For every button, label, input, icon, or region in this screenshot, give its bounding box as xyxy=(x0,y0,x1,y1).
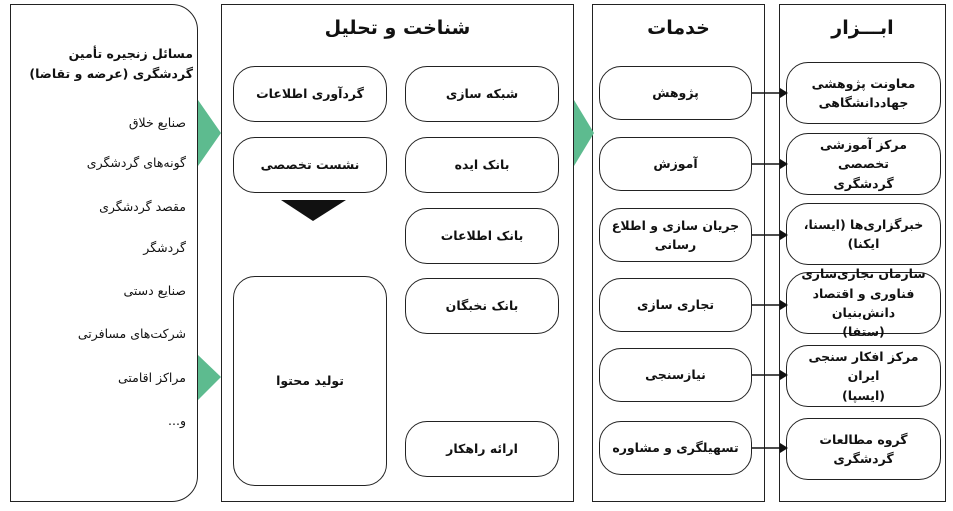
problems-header: مسائل زنجیره تأمین گردشگری (عرضه و تقاضا) xyxy=(29,46,193,81)
problem-item: گردشگر xyxy=(143,240,186,255)
service-item xyxy=(599,208,752,262)
analysis-item xyxy=(405,278,559,334)
arrow-analysis-to-services xyxy=(574,100,594,166)
tool-item-line: فناوری و اقتصاد دانش‌بنیان xyxy=(812,285,915,320)
tool-item-line: (ایسپا) xyxy=(842,387,885,403)
analysis-item-label: بانک ایده xyxy=(454,157,510,173)
analysis-item-label: ارائه راهکار xyxy=(446,441,518,457)
analysis-item xyxy=(405,137,559,193)
analysis-item xyxy=(405,421,559,477)
analysis-item xyxy=(405,208,559,264)
tools-title: ابـــزار xyxy=(831,17,894,39)
analysis-item-label: نشست تخصصی xyxy=(260,157,360,173)
tool-item xyxy=(786,418,941,480)
analysis-item-label: شبکه سازی xyxy=(445,86,519,102)
content-production-box: تولید محتوا xyxy=(233,276,387,486)
analysis-title: شناخت و تحلیل xyxy=(324,17,471,39)
analysis-item-label: بانک اطلاعات xyxy=(440,228,524,244)
service-item xyxy=(599,421,752,475)
tool-item xyxy=(786,133,941,195)
tool-item-line: سازمان تجاری‌سازی xyxy=(801,266,926,282)
tool-item-line: گروه مطالعات xyxy=(819,431,908,447)
tool-item-line: مرکز افکار سنجی ایران xyxy=(808,348,919,384)
service-item xyxy=(599,66,752,120)
problem-item: صنایع دستی xyxy=(123,283,186,298)
service-item xyxy=(599,278,752,332)
tool-item-line: گردشگری xyxy=(833,451,894,466)
arrow-left-to-analysis-bottom xyxy=(198,355,221,400)
tool-item xyxy=(786,203,941,265)
service-item xyxy=(599,137,752,191)
analysis-item-label: بانک نخبگان xyxy=(445,298,519,314)
service-item-label: نیازسنجی xyxy=(645,367,706,383)
tool-item xyxy=(786,345,941,407)
service-item-label: جریان سازی و اطلاع رسانی xyxy=(611,217,740,252)
problem-item: صنایع خلاق xyxy=(128,115,186,130)
tool-item-line: خبرگزاری‌ها (ایسنا، ایکنا) xyxy=(803,216,924,251)
service-item-label: تجاری سازی xyxy=(636,297,715,313)
problem-item: مراکز اقامتی xyxy=(117,370,186,385)
service-item-label: پژوهش xyxy=(652,85,699,101)
tool-item-line: گردشگری xyxy=(833,175,894,191)
analysis-item xyxy=(405,66,559,122)
tool-item xyxy=(786,62,941,124)
arrow-left-to-analysis-top xyxy=(198,100,221,166)
problem-item: شرکت‌های مسافرتی xyxy=(77,326,186,341)
problem-item: و... xyxy=(168,413,186,428)
analysis-item-label: گردآوری اطلاعات xyxy=(256,86,364,102)
tool-item-line: جهاددانشگاهی xyxy=(818,95,909,110)
service-item xyxy=(599,348,752,402)
service-item-label: تسهیلگری و مشاوره xyxy=(612,440,739,456)
service-item-label: آموزش xyxy=(653,156,698,172)
analysis-item xyxy=(233,66,387,122)
tool-item-line: مرکز آموزشی تخصصی xyxy=(820,136,907,172)
problem-item: مقصد گردشگری xyxy=(99,199,186,214)
services-title: خدمات xyxy=(647,17,710,39)
tool-item-line: معاونت پژوهشی xyxy=(811,75,916,91)
tool-item xyxy=(786,266,941,340)
analysis-item xyxy=(233,137,387,193)
tool-item-line: (ستفا) xyxy=(842,324,885,340)
problem-item: گونه‌های گردشگری xyxy=(86,155,186,170)
